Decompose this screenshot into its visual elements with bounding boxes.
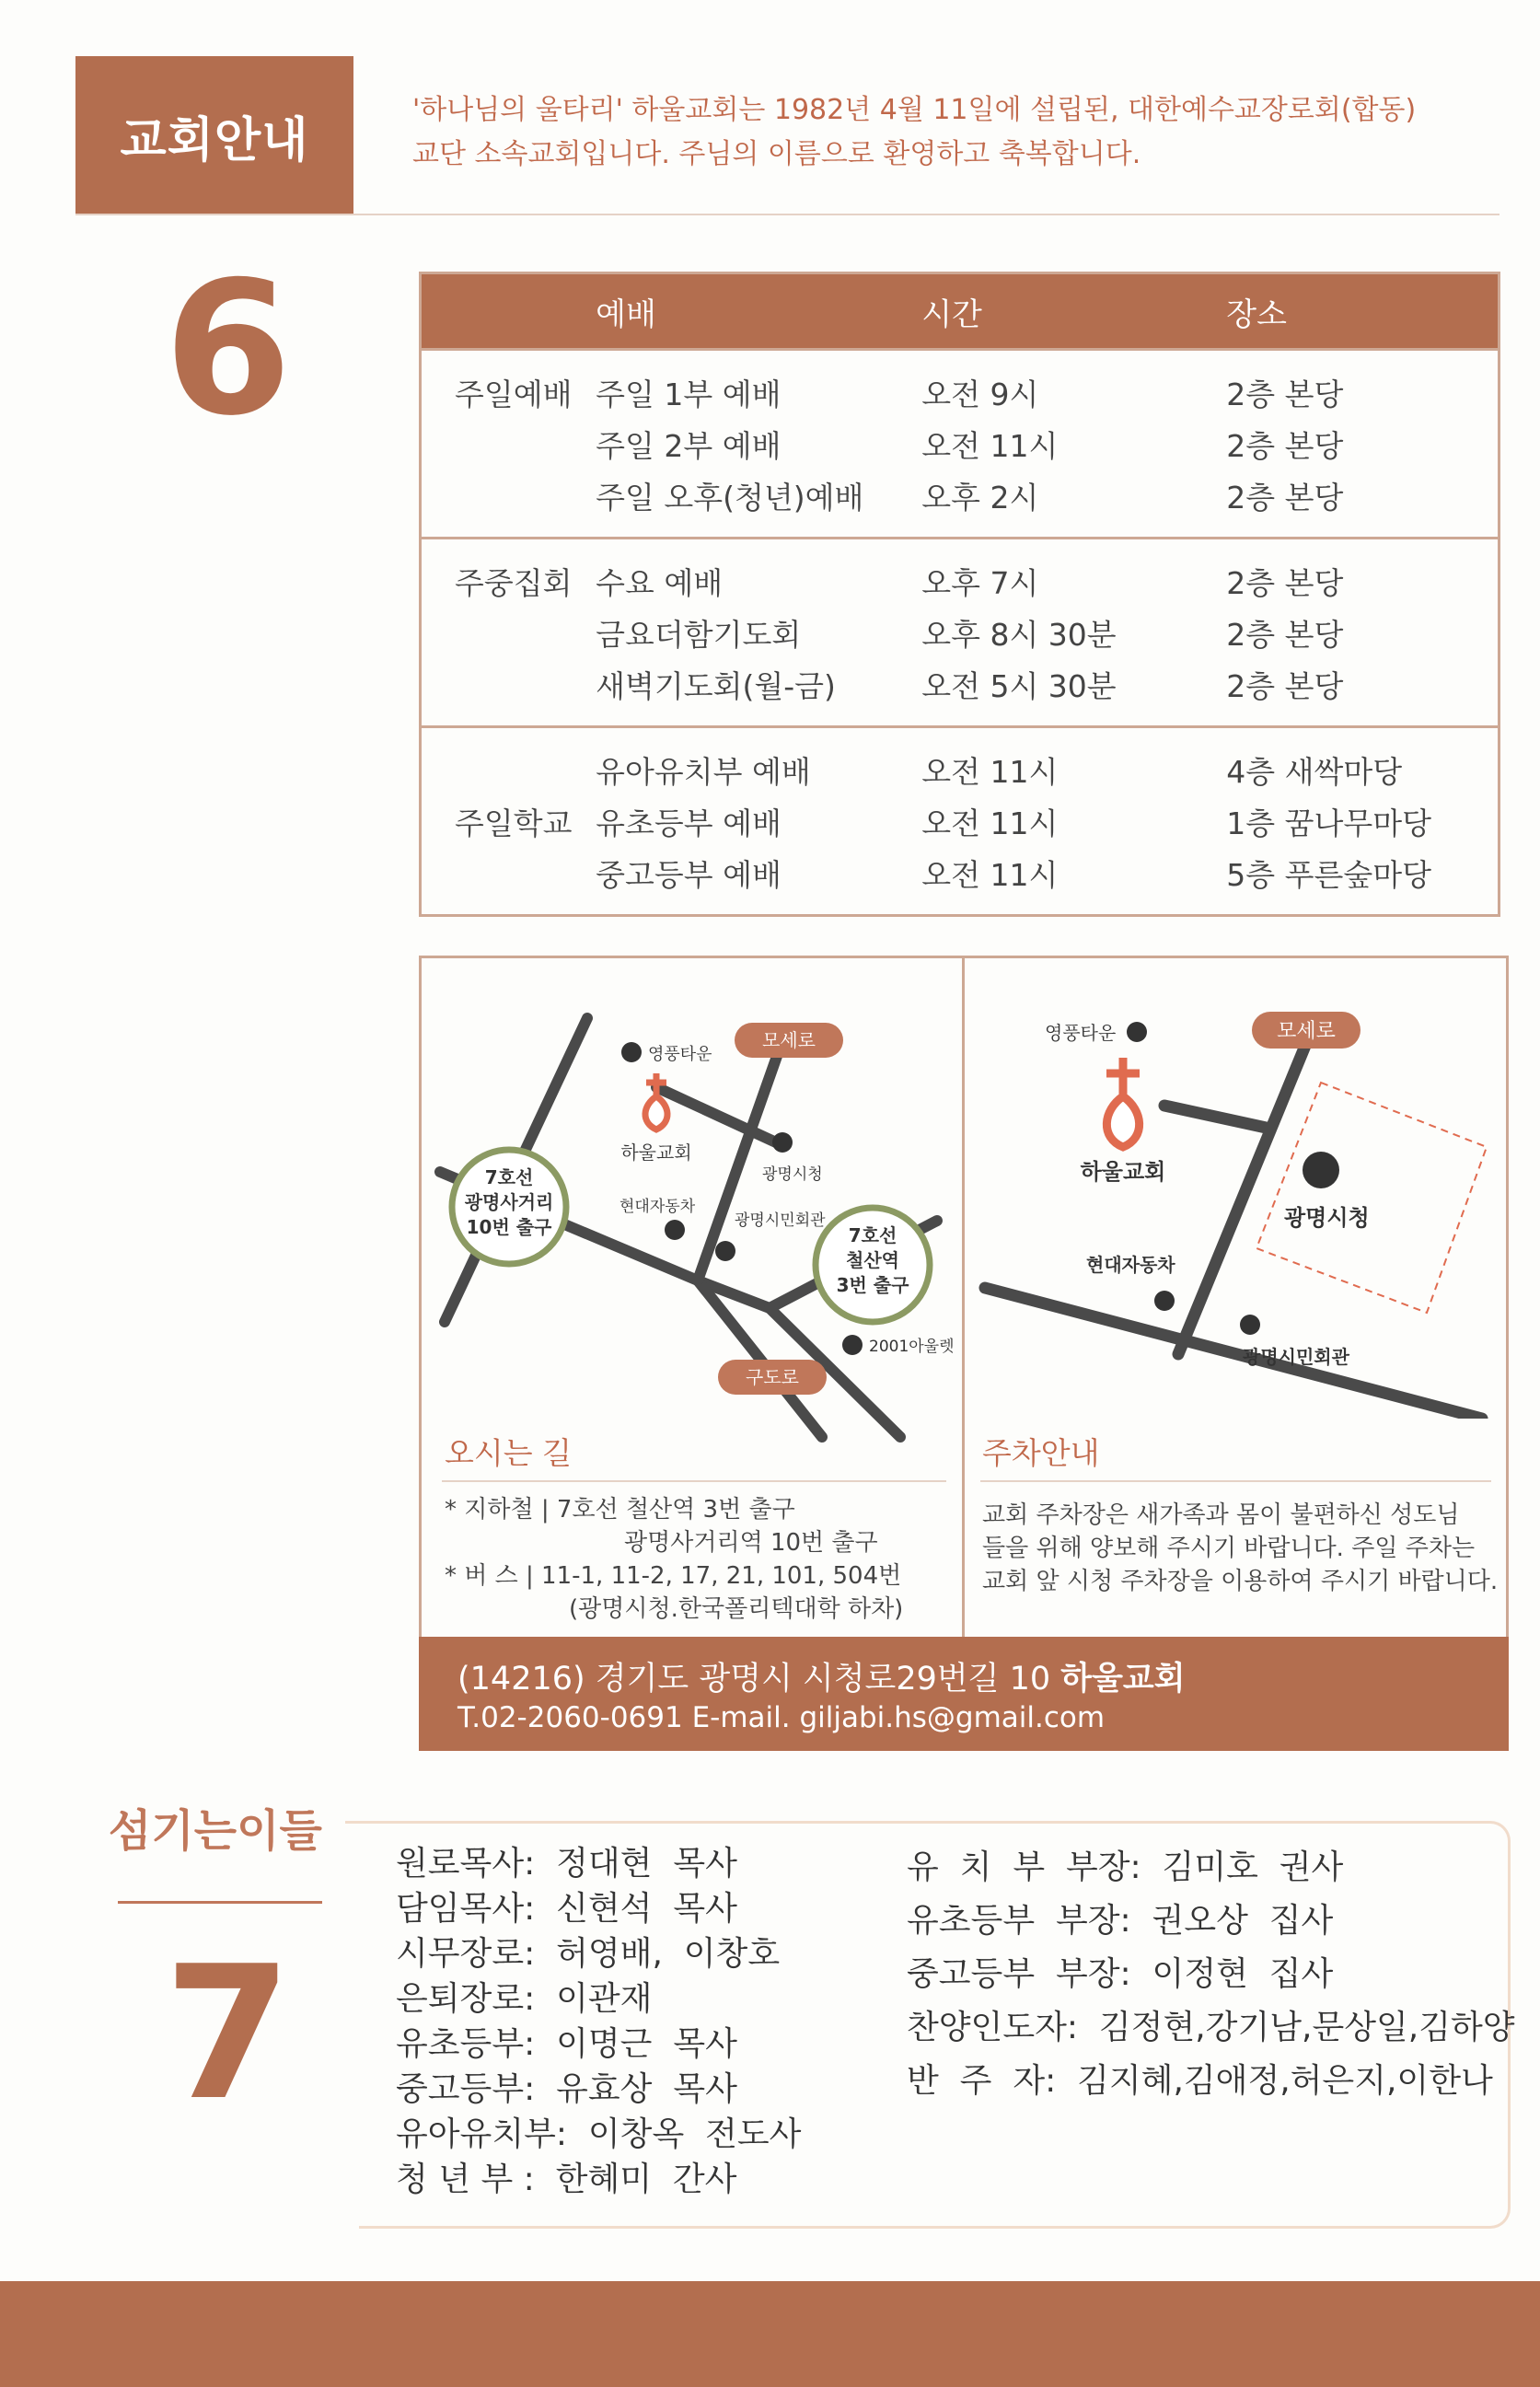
- divider: [75, 214, 1499, 215]
- parking-line-2: 들을 위해 양보해 주시기 바랍니다. 주일 주차는: [982, 1535, 1476, 1562]
- worship-place: 4층 새싹마당: [1226, 754, 1403, 790]
- civic-dot: [715, 1241, 735, 1261]
- intro-line-2: 교단 소속교회입니다. 주님의 이름으로 환영하고 축복합니다.: [412, 138, 1141, 170]
- worship-time: 오전 11시: [921, 428, 1059, 464]
- yeongpung-dot: [621, 1042, 642, 1062]
- worship-place: 2층 본당: [1226, 668, 1344, 704]
- station2-line1: 7호선: [848, 1224, 897, 1246]
- worship-name: 유아유치부 예배: [596, 754, 811, 790]
- worship-place: 2층 본당: [1226, 428, 1344, 464]
- staff-entry: 중고등부: 유효상 목사: [396, 2070, 737, 2108]
- parking-line-1: 교회 주차장은 새가족과 몸이 불편하신 성도님: [982, 1501, 1460, 1529]
- group-name: 주중집회: [455, 565, 573, 601]
- worship-place: 2층 본당: [1226, 377, 1344, 412]
- staff-entry: 담임목사: 신현석 목사: [396, 1890, 737, 1928]
- place-cell: [1225, 539, 1499, 727]
- group-name: 주일예배: [455, 377, 573, 412]
- worship-name: 수요 예배: [596, 565, 724, 601]
- station1-line2: 광명사거리: [464, 1191, 554, 1213]
- staff-entry: 중고등부 부장: 이정현 집사: [907, 1955, 1334, 1993]
- label-church: 하울교회: [620, 1141, 692, 1164]
- parking-lot-outline: [1256, 1083, 1487, 1313]
- label-cityhall: 광명시청: [1284, 1205, 1370, 1231]
- station2-line3: 3번 출구: [836, 1274, 909, 1296]
- directions-map: [422, 958, 960, 1446]
- directions-title: 오시는 길: [445, 1435, 573, 1471]
- staff-entry: 유초등부: 이명근 목사: [396, 2025, 737, 2063]
- worship-name: 새벽기도회(월-금): [596, 668, 836, 704]
- place-cell: [1225, 350, 1499, 539]
- worship-name: 중고등부 예배: [596, 857, 782, 893]
- worship-time: 오전 11시: [921, 805, 1059, 841]
- worship-time: 오후 2시: [921, 480, 1039, 516]
- label-yeongpung: 영풍타운: [1045, 1022, 1117, 1044]
- worship-place: 5층 푸른숲마당: [1226, 857, 1432, 893]
- staff-entry: 청 년 부 : 한혜미 간사: [396, 2161, 737, 2198]
- worship-time: 오전 11시: [921, 857, 1059, 893]
- address-bar: [419, 1637, 1509, 1751]
- staff-section-number: 7: [164, 1927, 293, 2141]
- worship-place: 1층 꿈나무마당: [1226, 805, 1432, 841]
- worship-cell: [595, 350, 921, 539]
- worship-name: 금요더함기도회: [596, 617, 802, 653]
- label-gudoro: 구도로: [746, 1366, 799, 1388]
- worship-name: 주일 1부 예배: [596, 377, 782, 412]
- address-church-name: 하울교회: [1060, 1661, 1186, 1698]
- station1-line1: 7호선: [484, 1166, 534, 1188]
- label-hyundai: 현대자동차: [619, 1198, 696, 1216]
- cityhall-dot: [1303, 1152, 1339, 1188]
- worship-time: 오후 8시 30분: [921, 617, 1117, 653]
- time-cell: [921, 727, 1225, 916]
- parking-note: [982, 1499, 1498, 1598]
- address-line: [457, 1653, 1186, 1699]
- church-icon: [1106, 1058, 1140, 1147]
- worship-schedule-table: [419, 272, 1500, 917]
- staff-entry: 반 주 자: 김지혜,김애정,허은지,이한나: [907, 2062, 1493, 2100]
- directions-divider: [442, 1480, 946, 1482]
- hyundai-dot: [1154, 1291, 1175, 1311]
- worship-place: 2층 본당: [1226, 565, 1344, 601]
- table-row: [421, 350, 1499, 539]
- time-cell: [921, 350, 1225, 539]
- worship-time: 오전 9시: [921, 377, 1039, 412]
- label-yeongpung: 영풍타운: [648, 1045, 712, 1064]
- address-main: (14216) 경기도 광명시 시청로29번길 10: [457, 1661, 1061, 1698]
- staff-entry: 찬양인도자: 김정현,강기남,문상일,김하양: [907, 2009, 1515, 2046]
- staff-section-title: 섬기는이들: [109, 1805, 322, 1857]
- header-empty: [421, 273, 596, 350]
- group-name: 주일학교: [455, 805, 573, 841]
- header-worship: 예배: [595, 273, 921, 350]
- label-cityhall: 광명시청: [762, 1165, 823, 1184]
- church-intro: [412, 88, 1499, 177]
- staff-title-underline: [118, 1901, 322, 1904]
- staff-entry: 시무장로: 허영배, 이창호: [396, 1935, 781, 1973]
- label-mosero: 모세로: [1277, 1020, 1336, 1043]
- hyundai-dot: [665, 1220, 685, 1240]
- map-divider: [962, 956, 965, 1637]
- worship-cell: [595, 539, 921, 727]
- place-cell: [1225, 727, 1499, 916]
- staff-entry: 유초등부 부장: 권오상 집사: [907, 1902, 1334, 1940]
- label-civic: 광명시민회관: [735, 1211, 826, 1230]
- outlet-dot: [842, 1335, 863, 1355]
- directions-line-4: (광명시청.한국폴리텍대학 하차): [569, 1595, 904, 1623]
- header-time: 시간: [921, 273, 1225, 350]
- section-number: 6: [164, 242, 293, 457]
- intro-line-1: '하나님의 울타리' 하울교회는 1982년 4월 11일에 설립된, 대한예수교장로회(합동): [412, 94, 1417, 126]
- contact-line: T.02-2060-0691 E-mail. giljabi.hs@gmail.com: [457, 1701, 1106, 1734]
- station1-line3: 10번 출구: [466, 1216, 552, 1238]
- parking-map: [967, 958, 1500, 1419]
- header-place: 장소: [1225, 273, 1499, 350]
- directions-line-1: * 지하철 | 7호선 철산역 3번 출구: [445, 1496, 795, 1524]
- worship-time: 오후 7시: [921, 565, 1039, 601]
- staff-entry: 원로목사: 정대현 목사: [396, 1845, 737, 1883]
- footer-band: [0, 2281, 1540, 2387]
- staff-list-left: [396, 1841, 801, 2202]
- label-hyundai: 현대자동차: [1086, 1254, 1175, 1276]
- directions-note: [445, 1493, 903, 1626]
- parking-line-3: 교회 앞 시청 주차장을 이용하여 주시기 바랍니다.: [982, 1568, 1499, 1595]
- worship-time: 오전 11시: [921, 754, 1059, 790]
- worship-place: 2층 본당: [1226, 480, 1344, 516]
- staff-entry: 유 치 부 부장: 김미호 권사: [907, 1848, 1344, 1886]
- section-title: 교회안내: [120, 113, 309, 168]
- directions-line-3: * 버 스 | 11-1, 11-2, 17, 21, 101, 504번: [445, 1562, 902, 1590]
- worship-name: 주일 오후(청년)예배: [596, 480, 864, 516]
- section-title-box: [75, 56, 353, 215]
- label-outlet: 2001아울렛: [869, 1338, 955, 1356]
- church-icon: [645, 1073, 667, 1130]
- cityhall-dot: [772, 1132, 793, 1153]
- label-mosero: 모세로: [762, 1029, 816, 1051]
- parking-divider: [980, 1480, 1491, 1482]
- table-row: [421, 539, 1499, 727]
- staff-list-right: [907, 1841, 1515, 2108]
- directions-line-2: 광명사거리역 10번 출구: [624, 1529, 878, 1557]
- worship-name: 유초등부 예배: [596, 805, 782, 841]
- worship-cell: [595, 727, 921, 916]
- time-cell: [921, 539, 1225, 727]
- table-header-row: [421, 273, 1499, 350]
- worship-name: 주일 2부 예배: [596, 428, 782, 464]
- yeongpung-dot: [1127, 1022, 1147, 1042]
- parking-title: 주차안내: [982, 1435, 1100, 1471]
- label-church: 하울교회: [1080, 1159, 1166, 1185]
- label-civic: 광명시민회관: [1243, 1346, 1349, 1368]
- staff-entry: 유아유치부: 이창옥 전도사: [396, 2115, 802, 2153]
- worship-time: 오전 5시 30분: [921, 668, 1117, 704]
- station2-line2: 철산역: [846, 1249, 899, 1271]
- staff-entry: 은퇴장로: 이관재: [396, 1980, 653, 2018]
- worship-place: 2층 본당: [1226, 617, 1344, 653]
- civic-dot: [1240, 1315, 1260, 1335]
- table-row: [421, 727, 1499, 916]
